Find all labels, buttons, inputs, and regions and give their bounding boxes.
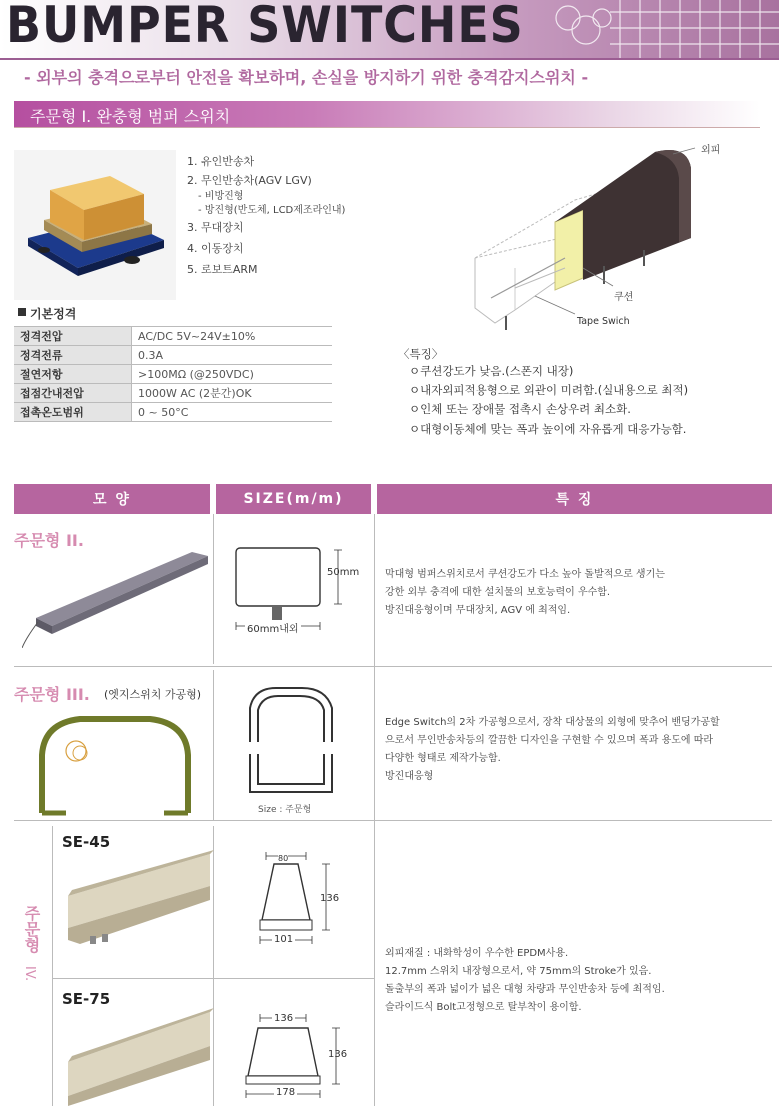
grid-line <box>213 670 214 820</box>
se75-cross-section-diagram <box>232 1008 370 1106</box>
grid-line <box>213 514 214 664</box>
spec-value: >100MΩ (@250VDC) <box>132 365 333 384</box>
row-side-title: 주문형 <box>22 905 41 953</box>
dim-height: 50mm <box>327 567 360 578</box>
header-pattern <box>520 0 779 58</box>
feature-item: ㅇ내자외피적용형으로 외관이 미려함.(실내용으로 최적) <box>409 383 689 397</box>
use-item: 2. 무인반송차(AGV LGV) <box>187 174 312 187</box>
desc-line: 슬라이드식 Bolt고정형으로 탈부착이 용이함. <box>385 1002 582 1013</box>
bumper-structure-diagram <box>455 138 755 338</box>
grid-line <box>52 826 53 1106</box>
row-divider <box>52 978 374 979</box>
spec-key: 정격전압 <box>14 327 132 346</box>
row-title: 주문형 III. <box>14 685 90 704</box>
se75-dim-bottom: 178 <box>276 1087 296 1098</box>
row-divider <box>14 666 772 667</box>
spec-key: 절연저항 <box>14 365 132 384</box>
use-subitem: - 방진형(반도체, LCD제조라인내) <box>198 205 346 216</box>
desc-line: 12.7mm 스위치 내장형으로서, 약 75mm의 Stroke가 있음. <box>385 966 652 977</box>
model-name: SE-75 <box>62 990 111 1008</box>
se45-dim-bottom: 101 <box>274 934 294 945</box>
spec-row <box>14 403 332 422</box>
grid-line <box>374 514 375 1106</box>
bar-bumper-photo <box>22 548 212 648</box>
se45-cross-section-diagram <box>232 848 370 958</box>
section-divider <box>14 127 760 128</box>
spec-value: 0.3A <box>132 346 333 365</box>
use-item: 5. 로보트ARM <box>187 263 258 276</box>
size-caption: Size : 주문형 <box>258 805 312 815</box>
dim-width: 60mm내외 <box>245 620 301 635</box>
se45-dim-height: 136 <box>320 893 340 904</box>
se75-dim-height: 136 <box>328 1049 348 1060</box>
spec-row <box>14 327 332 346</box>
desc-line: 외피재질 : 내화학성이 우수한 EPDM사용. <box>385 948 569 959</box>
desc-line: Edge Switch의 2차 가공형으로서, 장착 대상물의 외형에 맞추어 밴딩가공할 <box>385 717 720 728</box>
spec-key: 정격전류 <box>14 346 132 365</box>
use-item: 3. 무대장치 <box>187 221 244 234</box>
spec-key: 접촉온도범위 <box>14 403 132 422</box>
features-title: 〈특징〉 <box>398 347 444 361</box>
section-title: 주문형 I. 완충형 범퍼 스위치 <box>30 107 231 126</box>
row-description <box>385 945 665 1017</box>
row-description <box>385 566 665 620</box>
spec-key: 접점간내전압 <box>14 384 132 403</box>
spec-title: 기본정격 <box>30 307 77 321</box>
row-divider <box>14 820 772 821</box>
desc-line: 강한 외부 충격에 대한 설치물의 보호능력이 우수함. <box>385 587 611 598</box>
label-cushion: 쿠션 <box>614 292 634 303</box>
page-subtitle: - 외부의 충격으로부터 안전을 확보하며, 손실을 방지하기 위한 충격감지스위치 - <box>24 68 589 87</box>
edge-switch-photo <box>30 705 205 817</box>
label-tape-switch: Tape Swich <box>577 316 630 327</box>
agv-photo <box>14 150 176 300</box>
feature-item: ㅇ대형이동체에 맞는 폭과 높이에 자유롭게 대응가능함. <box>409 422 687 436</box>
se75-dim-top: 136 <box>274 1013 294 1024</box>
desc-line: 다양한 형태로 제작가능함. <box>385 753 501 764</box>
spec-bullet <box>18 308 26 316</box>
spec-row <box>14 365 332 384</box>
spec-table <box>14 326 332 422</box>
use-subitem: - 비방진형 <box>198 191 244 202</box>
header-divider <box>0 58 779 60</box>
column-header-shape: 모 양 <box>14 484 210 514</box>
column-header-size: SIZE(m/m) <box>216 484 371 514</box>
row-description <box>385 714 720 786</box>
column-header-features: 특 징 <box>377 484 772 514</box>
spec-value: 0 ~ 50°C <box>132 403 333 422</box>
row-title: 주문형 II. <box>14 531 84 550</box>
row-title-sub: (엣지스위치 가공형) <box>104 688 202 701</box>
desc-line: 으로서 무인반송차등의 깔끔한 디자인을 구현할 수 있으며 폭과 용도에 따라 <box>385 735 714 746</box>
spec-row <box>14 346 332 365</box>
se75-photo <box>60 1006 214 1106</box>
model-name: SE-45 <box>62 833 111 851</box>
desc-line: 막대형 범퍼스위치로서 쿠션강도가 다소 높아 돌발적으로 생기는 <box>385 569 665 580</box>
use-item: 1. 유인반송차 <box>187 155 255 168</box>
row-side-num: IV. <box>22 966 37 982</box>
spec-value: 1000W AC (2분간)OK <box>132 384 333 403</box>
se45-photo <box>60 850 214 950</box>
desc-line: 방진대응형 <box>385 771 434 782</box>
se45-dim-top: 80 <box>278 854 289 863</box>
spec-row <box>14 384 332 403</box>
page-title: BUMPER SWITCHES <box>6 0 524 54</box>
desc-line: 방진대응형이며 무대장치, AGV 에 최적임. <box>385 605 571 616</box>
spec-value: AC/DC 5V~24V±10% <box>132 327 333 346</box>
edge-switch-shape-diagram <box>236 682 356 800</box>
feature-item: ㅇ쿠션강도가 낮음.(스폰지 내장) <box>409 364 574 378</box>
label-outer-skin: 외피 <box>701 145 721 156</box>
feature-item: ㅇ인체 또는 장애물 접촉시 손상우려 최소화. <box>409 402 631 416</box>
use-item: 4. 이동장치 <box>187 242 244 255</box>
desc-line: 돌출부의 폭과 넓이가 넓은 대형 차량과 무인반송차 등에 최적임. <box>385 984 665 995</box>
